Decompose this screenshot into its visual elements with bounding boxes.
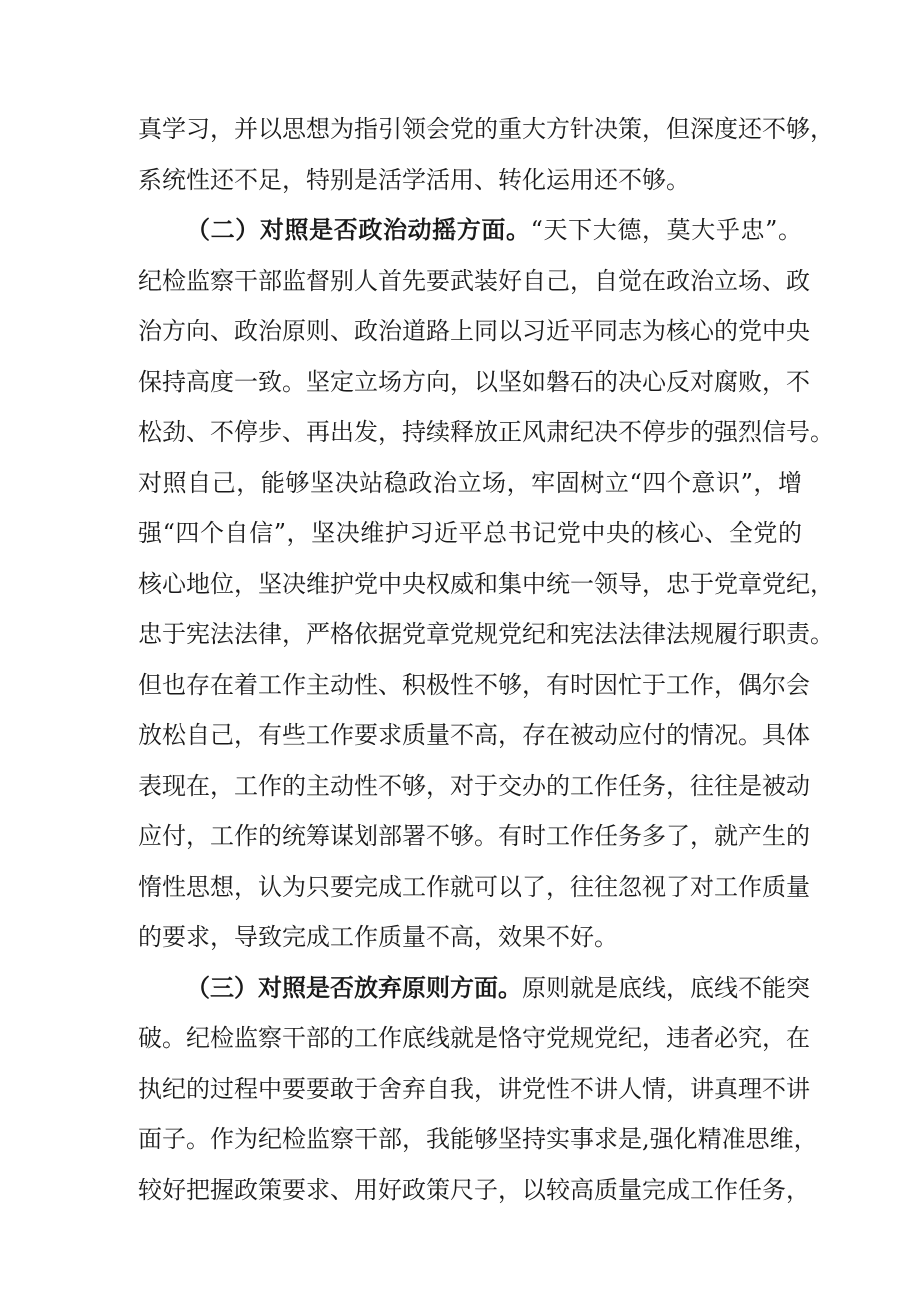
text-line: 的要求，导致完成工作质量不高，效果不好。 bbox=[138, 923, 618, 951]
text-line: 惰性思想，认为只要完成工作就可以了，往往忽视了对工作质量 bbox=[138, 873, 810, 901]
text-line: 核心地位，坚决维护党中央权威和集中统一领导，忠于党章党纪， bbox=[138, 570, 834, 598]
text-line: 面子。作为纪检监察干部，我能够坚持实事求是,强化精准思维， bbox=[138, 1125, 818, 1153]
text-line: 破。纪检监察干部的工作底线就是恪守党规党纪，违者必究，在 bbox=[138, 1024, 810, 1052]
section-heading: （三）对照是否放弃原则方面。 bbox=[186, 973, 522, 1002]
heading-followup-text: “天下大德，莫大乎忠”。 bbox=[530, 216, 802, 244]
text-line: 放松自己，有些工作要求质量不高，存在被动应付的情况。具体 bbox=[138, 721, 810, 749]
text-line: 应付，工作的统筹谋划部署不够。有时工作任务多了，就产生的 bbox=[138, 822, 810, 850]
text-line: 对照自己，能够坚决站稳政治立场，牢固树立“四个意识”，增 bbox=[138, 469, 802, 497]
paragraph-first-line bbox=[186, 972, 810, 1004]
text-line: 真学习，并以思想为指引领会党的重大方针决策，但深度还不够， bbox=[138, 115, 834, 143]
text-line: 松劲、不停步、再出发，持续释放正风肃纪决不停步的强烈信号。 bbox=[138, 418, 834, 446]
section-heading: （二）对照是否政治动摇方面。 bbox=[186, 215, 531, 244]
text-line: 强“四个自信”，坚决维护习近平总书记党中央的核心、全党的 bbox=[138, 519, 802, 547]
text-line: 纪检监察干部监督别人首先要武装好自己，自觉在政治立场、政 bbox=[138, 267, 810, 295]
text-line: 执纪的过程中要要敢于舍弃自我，讲党性不讲人情，讲真理不讲 bbox=[138, 1075, 810, 1103]
heading-followup-text: 原则就是底线，底线不能突 bbox=[522, 974, 810, 1002]
text-line: 系统性还不足，特别是活学活用、转化运用还不够。 bbox=[138, 166, 690, 194]
text-line: 治方向、政治原则、政治道路上同以习近平同志为核心的党中央 bbox=[138, 317, 810, 345]
text-line: 但也存在着工作主动性、积极性不够，有时因忙于工作，偶尔会 bbox=[138, 671, 810, 699]
text-line: 较好把握政策要求、用好政策尺子，以较高质量完成工作任务， bbox=[138, 1176, 810, 1204]
text-line: 保持高度一致。坚定立场方向，以坚如磐石的决心反对腐败，不 bbox=[138, 368, 810, 396]
text-line: 表现在，工作的主动性不够，对于交办的工作任务，往往是被动 bbox=[138, 772, 810, 800]
text-line: 忠于宪法法律，严格依据党章党规党纪和宪法法律法规履行职责。 bbox=[138, 620, 834, 648]
paragraph-first-line bbox=[186, 214, 802, 246]
